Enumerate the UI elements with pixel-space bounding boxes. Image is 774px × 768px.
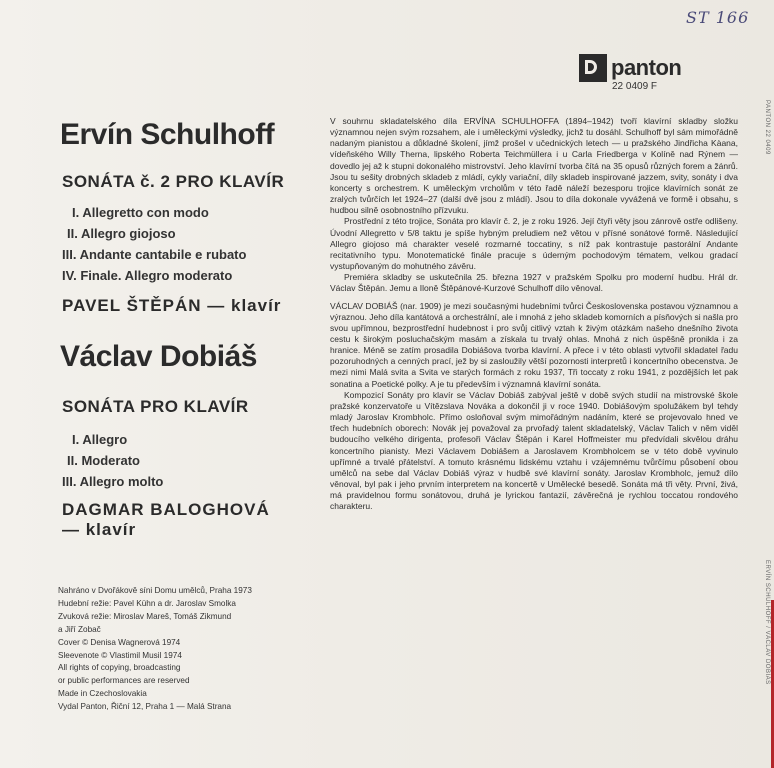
movement-item (72, 432, 127, 447)
movement-title: Moderato (81, 453, 140, 468)
performer-instrument: — klavír (62, 520, 137, 539)
recording-credits (58, 585, 318, 714)
credit-line: Nahráno v Dvořákově síni Domu umělců, Praha 1973 (58, 586, 252, 595)
performer-baloghova (62, 500, 270, 540)
handwritten-note: ST 166 (686, 8, 750, 27)
movement-item (67, 453, 140, 468)
credit-line: All rights of copying, broadcasting (58, 663, 181, 673)
notes-paragraph: VÁCLAV DOBIÁŠ (nar. 1909) je mezi současnými hudebními tvůrci Československa postavou významnou a výraznou. Jeho díla kantátová a orchestrální, ale i mnohá z jeho skladeb komorních a písňových si našla pro svou upřímnou, bezprostřední hudebnost i pro svůj citlivý vztah k živým otázkám našeho dnešního života cestu k širokým posluchačským masám a získala tu trvalý ohlas. Mnohá z nich úspěšně pronikla i za hranice. Méně se zatím prosadila Dobiášova tvorba klavírní. A přece i v této oblasti vytvořil skladatel řadu pozoruhodných a cenných prací, jež by si zasloužily větší pozornosti interpretů i koncertního obecenstva. Je mezi nimi Malá svita a Svita ve starých formách z roku 1937, Tři toccaty z roku 1941, z pozdějších let pak sonatina a Poetické polky. A je tu především i významná klavírní sonáta. (330, 300, 738, 389)
performer-name: DAGMAR BALOGHOVÁ (62, 500, 270, 519)
work-title-dobias: SONÁTA PRO KLAVÍR (62, 397, 249, 416)
movement-number: I. (72, 432, 80, 447)
credit-line: a Jiří Zobač (58, 624, 101, 634)
movement-number: II. (67, 226, 78, 241)
notes-paragraph: Premiéra skladby se uskutečnila 25. března 1927 v pražském Spolku pro moderní hudbu. Hrál dr. Václav Štěpán. Jemu a Iloně Štěpánové-Kurzové Schulhoff dílo věnoval. (330, 272, 738, 294)
movement-number: IV. (62, 268, 77, 283)
notes-paragraph: Kompozicí Sonáty pro klavír se Václav Dobiáš zabýval ještě v době svých studií na mistrovské škole pražské konzervatoře u Vítězslava Nováka a dokončil ji v roce 1940. Dobiášovým spolužákem byl tehdy mladý Jaroslav Krombholc. Přímo osloňoval svým mimořádným nadáním, které se projevovalo hned ve třech hudebních oborech: Novák jej považoval za prvořadý talent skladatelský, Václav Talich v něm viděl budoucího velkého dirigenta, profesoři Václav Štěpán i Karel Hoffmeister mu předvídali skvělou dráhu koncertního pianisty. Mezi Václavem Dobiášem a Jaroslavem Krombholcem se v této době vyvinulo upřímné a trvalé přátelství. A tomuto krásnému lidskému vztahu i vzájemnému tvůrčímu působení obou umělců na sebe dal Václav Dobiáš výraz v hudbě své klavírní sonáty. Jaroslav Krombholc, jemuž dílo věnoval, byl pak i jeho prvním interpretem na koncertě v Umělecké besedě. Sonáta má tři věty. První, živá, má pravidelnou formu sonátovou, druhá je lyrickou fantazií, závěrečná je rychlou toccatou rondového charakteru. (330, 389, 738, 512)
work-title-schulhoff: SONÁTA č. 2 PRO KLAVÍR (62, 172, 285, 191)
movement-title: Finale. Allegro moderato (80, 268, 233, 283)
notes-paragraph: V souhrnu skladatelského díla ERVÍNA SCHULHOFFA (1894–1942) tvoří klavírní skladby složku významnou nejen svým rozsahem, ale i uměleckými výsledky, jichž tu dosáhl. Schulhoff byl sám mimořádně nadaným pianistou a důkladné školení, jímž prošel v učednických letech — u pražského Jindřicha Kàana, vídeňského Willy Therna, lipského Roberta Teichmüllera i u Carla Friedberga v Kolíně nad Rýnem — dovedlo jej až k stupni dokonalého mistrovství. Jeho klavírní tvorba čítá na 35 opusů různých forem a žánrů. Jsou tu sešity drobných skladeb z mládí, cykly variační, díly skladeb inspirované jazzem, svity, sonáty i dva koncerty s orchestrem. K uměleckým vrcholům v této řadě náleží bezesporu trojice klavírních sonát ze zralých tvůrčích let 1924–27 (další dvě jsou z mládí). Jsou to díla dokonale vyvážená ve formě i obsahu, s hudbou silně osobnostního přízvuku. (330, 116, 738, 216)
panton-logo-mark-icon (579, 54, 607, 82)
movement-title: Allegro (82, 432, 128, 447)
performer-instrument: — klavír (207, 296, 282, 315)
movement-number: III. (62, 474, 77, 489)
catalogue-number: 22 0409 F (612, 81, 658, 92)
credit-line: Hudební režie: Pavel Kühn a dr. Jaroslav Smolka (58, 598, 236, 608)
movement-title: Allegro molto (79, 474, 164, 489)
credit-line: Made in Czechoslovakia (58, 689, 147, 699)
movement-item (72, 205, 209, 220)
movement-title: Allegretto con modo (82, 205, 209, 220)
movement-item (62, 474, 163, 489)
movement-item (62, 247, 246, 262)
credit-line: or public performances are reserved (58, 676, 190, 686)
movement-title: Allegro giojoso (80, 226, 176, 241)
movement-number: I. (72, 205, 80, 220)
spine-text-top: PANTON 22 0409 (764, 100, 770, 155)
credit-line: Cover © Denisa Wagnerová 1974 (58, 637, 181, 647)
composer-name-dobias: Václav Dobiáš (60, 340, 257, 373)
credit-line: Sleevenote © Vlastimil Musil 1974 (58, 650, 182, 660)
movement-number: III. (62, 247, 77, 262)
movement-title: Andante cantabile e rubato (79, 247, 247, 262)
performer-name: PAVEL ŠTĚPÁN (62, 296, 202, 315)
spine-text-bottom: ERVÍN SCHULHOFF / VÁCLAV DOBIÁŠ (764, 560, 770, 685)
credit-line: Vydal Panton, Řiční 12, Praha 1 — Malá Strana (58, 702, 232, 712)
composer-name-schulhoff: Ervín Schulhoff (60, 118, 275, 151)
notes-paragraph: Prostřední z této trojice, Sonáta pro klavír č. 2, je z roku 1926. Její čtyři věty jsou zánrově ostře odlišeny. Úvodní Allegretto v 5/8 taktu je spíše hybným preludiem než větou v přísné sonátové formě. Následující Allegro giojoso má charakter veselé rozmarné toccatiny, s níž pak kontrastuje pastorální Andante recitativního typu. Monotematické finále pracuje s úderným pochodovým tématem, velkou gradací vystupňovaným do mohutného závěru. (330, 216, 738, 272)
movement-item (62, 268, 232, 283)
performer-stepan (62, 296, 281, 316)
movement-item (67, 226, 176, 241)
sleeve-notes (330, 116, 738, 512)
movement-number: II. (67, 453, 78, 468)
credit-line: Zvuková režie: Miroslav Mareš, Tomáš Zikmund (58, 611, 232, 621)
panton-logo-text: panton (611, 55, 682, 80)
